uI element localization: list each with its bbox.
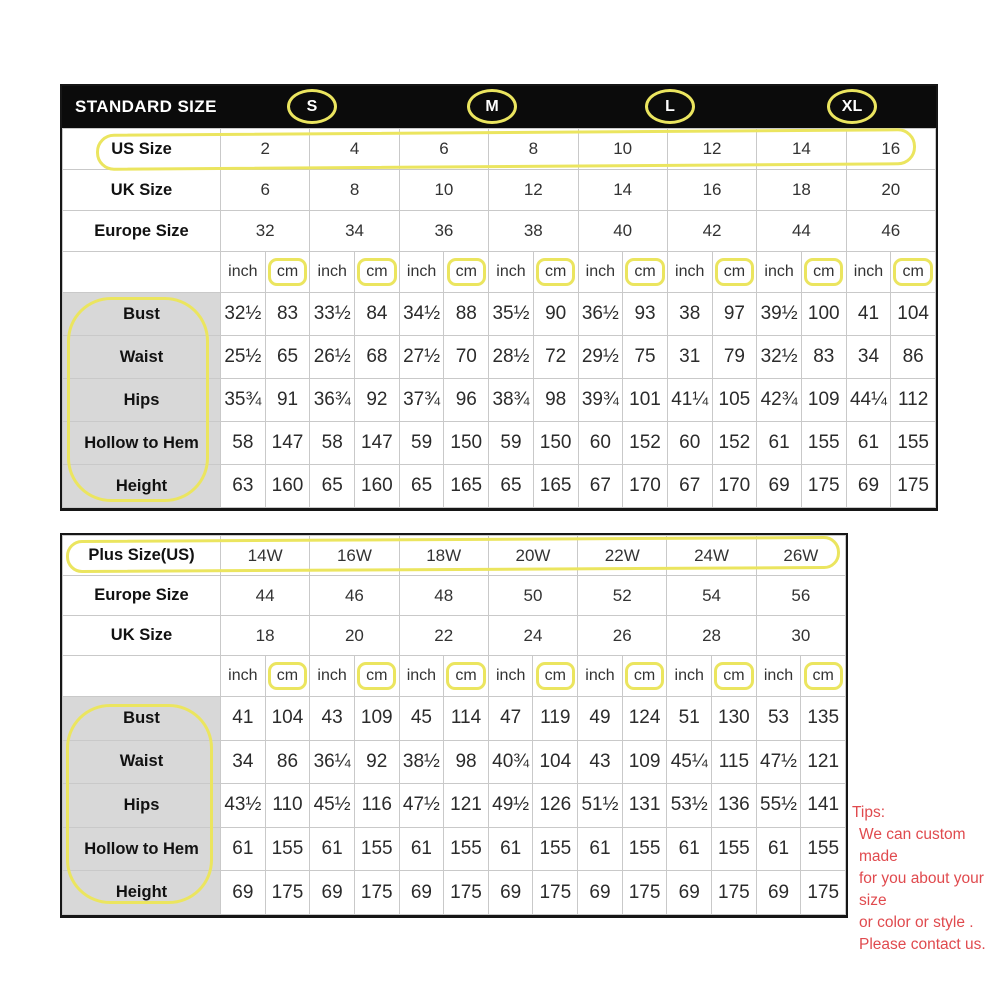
value-cell: 170 xyxy=(712,465,757,508)
unit-cm-cell xyxy=(444,656,489,697)
value-cell: 150 xyxy=(444,422,489,465)
value-cell: 61 xyxy=(578,827,623,871)
unit-inch-cell: inch xyxy=(399,252,444,293)
value-cell: 130 xyxy=(712,697,757,741)
value-cell: 65 xyxy=(399,465,444,508)
value-cell: 27½ xyxy=(399,336,444,379)
tips-note xyxy=(852,802,998,956)
size-cell: 18 xyxy=(757,170,846,211)
value-cell: 155 xyxy=(354,827,399,871)
value-cell: 155 xyxy=(622,827,667,871)
cm-highlight-box: cm xyxy=(804,258,843,286)
value-cell: 86 xyxy=(265,740,310,784)
row-label: Waist xyxy=(63,336,221,379)
value-cell: 116 xyxy=(354,784,399,828)
value-cell: 39½ xyxy=(757,293,802,336)
value-cell: 41 xyxy=(221,697,266,741)
size-cell: 2 xyxy=(221,129,310,170)
row-label: Hips xyxy=(63,379,221,422)
value-cell: 58 xyxy=(221,422,266,465)
value-cell: 114 xyxy=(444,697,489,741)
size-cell: 20 xyxy=(846,170,935,211)
value-cell: 58 xyxy=(310,422,355,465)
value-cell: 51½ xyxy=(578,784,623,828)
unit-inch-cell: inch xyxy=(846,252,891,293)
size-cell: 50 xyxy=(488,576,577,616)
value-cell: 51 xyxy=(667,697,712,741)
value-cell: 44¼ xyxy=(846,379,891,422)
value-cell: 98 xyxy=(444,740,489,784)
value-cell: 32½ xyxy=(221,293,266,336)
standard-size-table xyxy=(60,84,938,511)
value-cell: 61 xyxy=(221,827,266,871)
value-cell: 47½ xyxy=(756,740,801,784)
unit-cm-cell xyxy=(354,656,399,697)
value-cell: 155 xyxy=(801,827,846,871)
value-cell: 65 xyxy=(265,336,310,379)
value-cell: 155 xyxy=(801,422,846,465)
unit-inch-cell: inch xyxy=(310,252,355,293)
value-cell: 43½ xyxy=(221,784,266,828)
value-cell: 36½ xyxy=(578,293,623,336)
unit-cm-cell xyxy=(533,252,578,293)
value-cell: 93 xyxy=(623,293,668,336)
value-cell: 155 xyxy=(712,827,757,871)
size-cell: 18 xyxy=(221,616,310,656)
value-cell: 98 xyxy=(533,379,578,422)
value-cell: 60 xyxy=(578,422,623,465)
size-cell: 20 xyxy=(310,616,399,656)
row-label: Height xyxy=(63,465,221,508)
value-cell: 110 xyxy=(265,784,310,828)
size-cell: 22W xyxy=(578,536,667,576)
value-cell: 38 xyxy=(667,293,712,336)
value-cell: 40¾ xyxy=(488,740,533,784)
value-cell: 100 xyxy=(801,293,846,336)
value-cell: 91 xyxy=(265,379,310,422)
value-cell: 69 xyxy=(667,871,712,915)
value-cell: 160 xyxy=(355,465,400,508)
value-cell: 34½ xyxy=(399,293,444,336)
standard-table-header xyxy=(62,86,936,128)
size-cell: 8 xyxy=(310,170,399,211)
row-label: Hips xyxy=(63,784,221,828)
unit-label-empty xyxy=(63,656,221,697)
size-cell: 40 xyxy=(578,211,667,252)
value-cell: 109 xyxy=(622,740,667,784)
unit-inch-cell: inch xyxy=(578,656,623,697)
value-cell: 83 xyxy=(265,293,310,336)
cm-highlight-box: cm xyxy=(893,258,932,286)
tips-line-1: We can custom made xyxy=(859,826,966,865)
row-label: Bust xyxy=(63,697,221,741)
value-cell: 53 xyxy=(756,697,801,741)
value-cell: 38½ xyxy=(399,740,444,784)
unit-cm-cell xyxy=(801,656,846,697)
value-cell: 165 xyxy=(444,465,489,508)
unit-inch-cell: inch xyxy=(667,252,712,293)
value-cell: 68 xyxy=(355,336,400,379)
value-cell: 135 xyxy=(801,697,846,741)
value-cell: 69 xyxy=(578,871,623,915)
value-cell: 115 xyxy=(712,740,757,784)
size-cell: 38 xyxy=(489,211,578,252)
tips-line-3: or color or style . xyxy=(859,914,974,931)
value-cell: 61 xyxy=(846,422,891,465)
value-cell: 170 xyxy=(623,465,668,508)
value-cell: 104 xyxy=(533,740,578,784)
value-cell: 175 xyxy=(622,871,667,915)
value-cell: 67 xyxy=(667,465,712,508)
size-cell: 46 xyxy=(310,576,399,616)
size-cell: 36 xyxy=(399,211,488,252)
size-cell: 44 xyxy=(757,211,846,252)
value-cell: 31 xyxy=(667,336,712,379)
unit-cm-cell xyxy=(712,656,757,697)
value-cell: 37¾ xyxy=(399,379,444,422)
row-label: Height xyxy=(63,871,221,915)
plus-size-table xyxy=(60,533,848,918)
size-cell: 10 xyxy=(578,129,667,170)
cm-highlight-box: cm xyxy=(357,662,396,690)
row-label: UK Size xyxy=(63,170,221,211)
size-cell: 24 xyxy=(488,616,577,656)
size-cell: 12 xyxy=(667,129,756,170)
size-cell: 16 xyxy=(846,129,935,170)
value-cell: 43 xyxy=(578,740,623,784)
value-cell: 75 xyxy=(623,336,668,379)
size-oval-s: S xyxy=(287,89,337,124)
value-cell: 79 xyxy=(712,336,757,379)
size-cell: 42 xyxy=(667,211,756,252)
unit-inch-cell: inch xyxy=(310,656,355,697)
size-cell: 56 xyxy=(756,576,845,616)
value-cell: 45¼ xyxy=(667,740,712,784)
unit-cm-cell xyxy=(355,252,400,293)
value-cell: 92 xyxy=(355,379,400,422)
value-cell: 90 xyxy=(533,293,578,336)
unit-inch-cell: inch xyxy=(756,656,801,697)
cm-highlight-box: cm xyxy=(268,258,307,286)
value-cell: 43 xyxy=(310,697,355,741)
value-cell: 26½ xyxy=(310,336,355,379)
size-cell: 46 xyxy=(846,211,935,252)
unit-inch-cell: inch xyxy=(667,656,712,697)
value-cell: 147 xyxy=(265,422,310,465)
value-cell: 60 xyxy=(667,422,712,465)
value-cell: 109 xyxy=(354,697,399,741)
value-cell: 61 xyxy=(310,827,355,871)
size-cell: 44 xyxy=(221,576,310,616)
value-cell: 28½ xyxy=(489,336,534,379)
tips-line-2: for you about your size xyxy=(859,870,984,909)
value-cell: 69 xyxy=(399,871,444,915)
value-cell: 32½ xyxy=(757,336,802,379)
unit-cm-cell xyxy=(265,252,310,293)
size-cell: 6 xyxy=(399,129,488,170)
value-cell: 175 xyxy=(801,465,846,508)
cm-highlight-box: cm xyxy=(625,662,664,690)
size-cell: 4 xyxy=(310,129,399,170)
value-cell: 97 xyxy=(712,293,757,336)
size-cell: 30 xyxy=(756,616,845,656)
value-cell: 155 xyxy=(891,422,936,465)
value-cell: 165 xyxy=(533,465,578,508)
size-oval-m: M xyxy=(467,89,517,124)
value-cell: 126 xyxy=(533,784,578,828)
value-cell: 61 xyxy=(756,827,801,871)
value-cell: 65 xyxy=(489,465,534,508)
value-cell: 69 xyxy=(846,465,891,508)
value-cell: 112 xyxy=(891,379,936,422)
value-cell: 29½ xyxy=(578,336,623,379)
cm-highlight-box: cm xyxy=(446,662,485,690)
size-cell: 16W xyxy=(310,536,399,576)
value-cell: 175 xyxy=(801,871,846,915)
value-cell: 175 xyxy=(444,871,489,915)
value-cell: 104 xyxy=(265,697,310,741)
size-cell: 26W xyxy=(756,536,845,576)
value-cell: 69 xyxy=(310,871,355,915)
value-cell: 86 xyxy=(891,336,936,379)
row-label: Waist xyxy=(63,740,221,784)
size-cell: 10 xyxy=(399,170,488,211)
value-cell: 175 xyxy=(354,871,399,915)
size-cell: 22 xyxy=(399,616,488,656)
size-oval-xl: XL xyxy=(827,89,877,124)
value-cell: 41 xyxy=(846,293,891,336)
value-cell: 124 xyxy=(622,697,667,741)
value-cell: 83 xyxy=(801,336,846,379)
value-cell: 53½ xyxy=(667,784,712,828)
unit-cm-cell xyxy=(444,252,489,293)
value-cell: 141 xyxy=(801,784,846,828)
cm-highlight-box: cm xyxy=(714,662,753,690)
value-cell: 69 xyxy=(221,871,266,915)
value-cell: 152 xyxy=(712,422,757,465)
value-cell: 136 xyxy=(712,784,757,828)
size-cell: 20W xyxy=(488,536,577,576)
cm-highlight-box: cm xyxy=(357,258,396,286)
value-cell: 175 xyxy=(891,465,936,508)
value-cell: 45 xyxy=(399,697,444,741)
unit-inch-cell: inch xyxy=(221,252,266,293)
row-label: Hollow to Hem xyxy=(63,827,221,871)
unit-cm-cell xyxy=(265,656,310,697)
row-label: Europe Size xyxy=(63,211,221,252)
size-cell: 14W xyxy=(221,536,310,576)
value-cell: 155 xyxy=(533,827,578,871)
value-cell: 70 xyxy=(444,336,489,379)
value-cell: 35½ xyxy=(489,293,534,336)
value-cell: 147 xyxy=(355,422,400,465)
unit-cm-cell xyxy=(533,656,578,697)
value-cell: 69 xyxy=(488,871,533,915)
value-cell: 121 xyxy=(444,784,489,828)
size-cell: 14 xyxy=(578,170,667,211)
value-cell: 69 xyxy=(756,871,801,915)
size-cell: 12 xyxy=(489,170,578,211)
unit-cm-cell xyxy=(891,252,936,293)
value-cell: 42¾ xyxy=(757,379,802,422)
value-cell: 175 xyxy=(712,871,757,915)
unit-inch-cell: inch xyxy=(489,252,534,293)
value-cell: 65 xyxy=(310,465,355,508)
value-cell: 55½ xyxy=(756,784,801,828)
size-oval-l: L xyxy=(645,89,695,124)
unit-inch-cell: inch xyxy=(399,656,444,697)
value-cell: 84 xyxy=(355,293,400,336)
value-cell: 49½ xyxy=(488,784,533,828)
value-cell: 39¾ xyxy=(578,379,623,422)
value-cell: 61 xyxy=(488,827,533,871)
value-cell: 47½ xyxy=(399,784,444,828)
tips-line-4: Please contact us. xyxy=(859,936,986,953)
cm-highlight-box: cm xyxy=(447,258,486,286)
value-cell: 36¾ xyxy=(310,379,355,422)
value-cell: 131 xyxy=(622,784,667,828)
size-cell: 32 xyxy=(221,211,310,252)
value-cell: 33½ xyxy=(310,293,355,336)
unit-inch-cell: inch xyxy=(221,656,266,697)
value-cell: 92 xyxy=(354,740,399,784)
value-cell: 150 xyxy=(533,422,578,465)
row-label: US Size xyxy=(63,129,221,170)
cm-highlight-box: cm xyxy=(625,258,664,286)
value-cell: 59 xyxy=(399,422,444,465)
size-cell: 8 xyxy=(489,129,578,170)
value-cell: 63 xyxy=(221,465,266,508)
value-cell: 45½ xyxy=(310,784,355,828)
tips-title: Tips: xyxy=(852,804,886,821)
cm-highlight-box: cm xyxy=(536,662,575,690)
value-cell: 34 xyxy=(221,740,266,784)
value-cell: 121 xyxy=(801,740,846,784)
unit-cm-cell xyxy=(623,252,668,293)
size-cell: 34 xyxy=(310,211,399,252)
plus-size-grid xyxy=(62,535,846,915)
value-cell: 88 xyxy=(444,293,489,336)
unit-inch-cell: inch xyxy=(757,252,802,293)
size-cell: 18W xyxy=(399,536,488,576)
cm-highlight-box: cm xyxy=(804,662,843,690)
size-cell: 54 xyxy=(667,576,756,616)
value-cell: 61 xyxy=(399,827,444,871)
value-cell: 49 xyxy=(578,697,623,741)
row-label: Bust xyxy=(63,293,221,336)
value-cell: 152 xyxy=(623,422,668,465)
value-cell: 72 xyxy=(533,336,578,379)
row-label: Hollow to Hem xyxy=(63,422,221,465)
value-cell: 101 xyxy=(623,379,668,422)
value-cell: 35¾ xyxy=(221,379,266,422)
value-cell: 119 xyxy=(533,697,578,741)
value-cell: 160 xyxy=(265,465,310,508)
size-cell: 48 xyxy=(399,576,488,616)
value-cell: 38¾ xyxy=(489,379,534,422)
standard-size-grid xyxy=(62,128,936,508)
row-label: UK Size xyxy=(63,616,221,656)
unit-cm-cell xyxy=(801,252,846,293)
value-cell: 41¼ xyxy=(667,379,712,422)
row-label: Europe Size xyxy=(63,576,221,616)
value-cell: 175 xyxy=(533,871,578,915)
size-cell: 28 xyxy=(667,616,756,656)
unit-label-empty xyxy=(63,252,221,293)
unit-inch-cell: inch xyxy=(488,656,533,697)
unit-cm-cell xyxy=(622,656,667,697)
value-cell: 104 xyxy=(891,293,936,336)
value-cell: 67 xyxy=(578,465,623,508)
cm-highlight-box: cm xyxy=(268,662,307,690)
size-cell: 16 xyxy=(667,170,756,211)
value-cell: 155 xyxy=(444,827,489,871)
size-cell: 14 xyxy=(757,129,846,170)
value-cell: 109 xyxy=(801,379,846,422)
value-cell: 47 xyxy=(488,697,533,741)
size-cell: 26 xyxy=(578,616,667,656)
value-cell: 69 xyxy=(757,465,802,508)
value-cell: 105 xyxy=(712,379,757,422)
value-cell: 36¼ xyxy=(310,740,355,784)
value-cell: 25½ xyxy=(221,336,266,379)
value-cell: 34 xyxy=(846,336,891,379)
cm-highlight-box: cm xyxy=(715,258,754,286)
value-cell: 175 xyxy=(265,871,310,915)
value-cell: 61 xyxy=(757,422,802,465)
row-label: Plus Size(US) xyxy=(63,536,221,576)
value-cell: 61 xyxy=(667,827,712,871)
cm-highlight-box: cm xyxy=(536,258,575,286)
size-cell: 6 xyxy=(221,170,310,211)
value-cell: 155 xyxy=(265,827,310,871)
unit-cm-cell xyxy=(712,252,757,293)
value-cell: 59 xyxy=(489,422,534,465)
value-cell: 96 xyxy=(444,379,489,422)
standard-size-title: STANDARD SIZE xyxy=(75,97,217,116)
size-cell: 24W xyxy=(667,536,756,576)
unit-inch-cell: inch xyxy=(578,252,623,293)
size-cell: 52 xyxy=(578,576,667,616)
